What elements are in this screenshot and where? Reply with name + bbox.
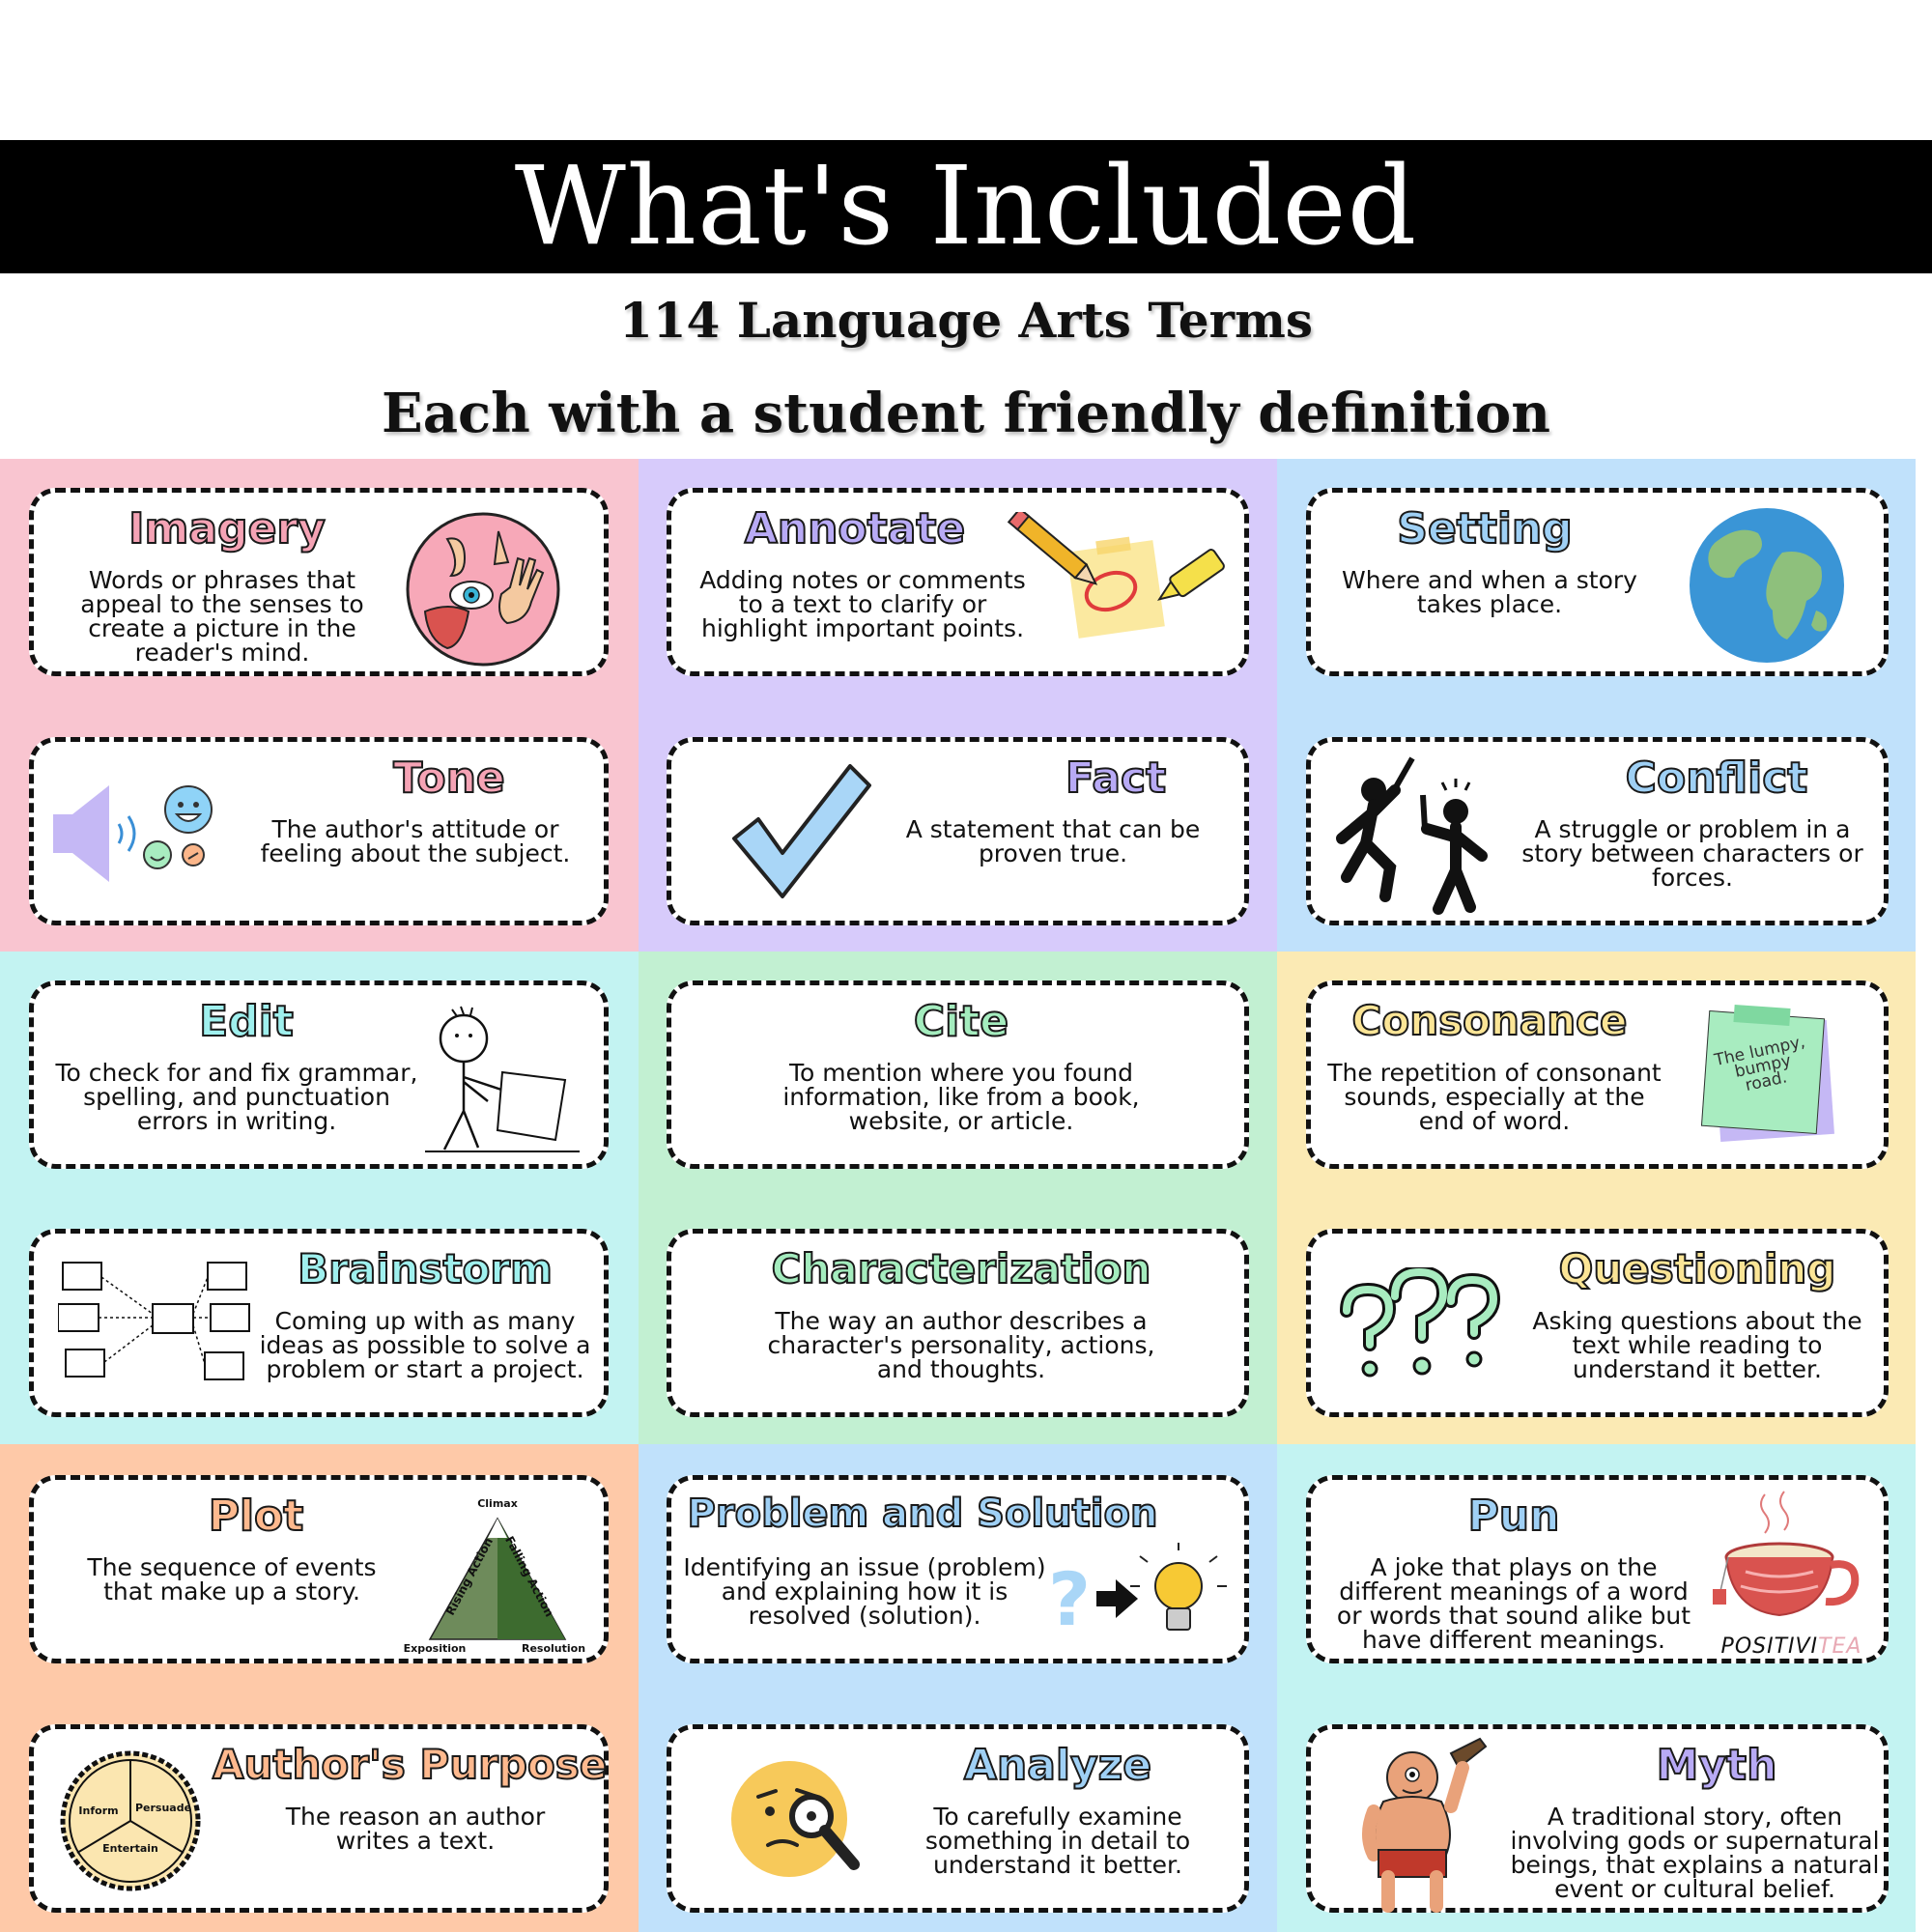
subtitle-note: Each with a student friendly definition bbox=[382, 382, 1550, 445]
term-annotate: Annotate bbox=[744, 504, 966, 554]
card-myth bbox=[1306, 1724, 1889, 1913]
pencil-highlighter-icon bbox=[1005, 512, 1236, 657]
definition-consonance: The repetition of consonant sounds, especially at the end of word. bbox=[1327, 1059, 1662, 1135]
definition-brainstorm: Coming up with as many ideas as possible to solve a problem or start a project. bbox=[259, 1307, 591, 1383]
definition-cite: To mention where you found information, like from a book, website, or article. bbox=[782, 1059, 1140, 1135]
definition-edit: To check for and fix grammar, spelling, and punctuation errors in writing. bbox=[55, 1059, 418, 1135]
card-analyze bbox=[667, 1724, 1249, 1913]
plot-label-resolution: Resolution bbox=[521, 1642, 586, 1655]
term-myth: Myth bbox=[1656, 1741, 1777, 1790]
brand-label bbox=[1712, 1634, 1871, 1659]
definition-imagery: Words or phrases that appeal to the senses to create a picture in the reader's mind. bbox=[80, 566, 364, 667]
plot-label-falling: Falling Action bbox=[502, 1533, 556, 1620]
term-authors-purpose: Author's Purpose bbox=[213, 1741, 608, 1788]
card-plot bbox=[29, 1475, 609, 1663]
card-setting bbox=[1306, 488, 1889, 676]
fighting-figures-icon bbox=[1330, 752, 1504, 921]
plot-label-rising: Rising Action bbox=[442, 1535, 497, 1618]
definition-problem-solution: Identifying an issue (problem) and explaining how it is resolved (solution). bbox=[683, 1553, 1046, 1630]
plot-label-climax: Climax bbox=[477, 1497, 518, 1510]
subtitle-count: 114 Language Arts Terms bbox=[618, 292, 1314, 349]
title-banner bbox=[0, 140, 1932, 273]
globe-icon bbox=[1686, 504, 1848, 667]
term-questioning: Questioning bbox=[1558, 1245, 1836, 1293]
question-marks-icon bbox=[1335, 1267, 1509, 1383]
card-conflict bbox=[1306, 737, 1889, 925]
card-authors-purpose bbox=[29, 1724, 609, 1913]
definition-conflict: A struggle or problem in a story between characters or forces. bbox=[1521, 815, 1863, 892]
speaker-emoji-icon bbox=[43, 776, 237, 892]
pie-wheel-icon bbox=[58, 1748, 203, 1893]
cyclops-icon bbox=[1359, 1734, 1494, 1913]
definition-setting: Where and when a story takes place. bbox=[1342, 566, 1637, 618]
term-plot: Plot bbox=[208, 1492, 304, 1541]
definition-myth: A traditional story, often involving gods or supernatural beings, that explains a natural event or cultural belief. bbox=[1510, 1803, 1880, 1903]
plot-mountain-icon bbox=[401, 1494, 594, 1659]
card-brainstorm bbox=[29, 1229, 609, 1417]
card-problem-solution bbox=[667, 1475, 1249, 1663]
card-edit bbox=[29, 980, 609, 1169]
term-conflict: Conflict bbox=[1625, 753, 1808, 803]
thinking-magnifier-icon bbox=[729, 1753, 874, 1898]
page-title: What's Included bbox=[514, 144, 1418, 270]
card-questioning bbox=[1306, 1229, 1889, 1417]
terms-grid bbox=[0, 459, 1916, 1932]
svg-text:?: ? bbox=[1048, 1556, 1092, 1642]
pie-label-entertain: Entertain bbox=[102, 1842, 158, 1855]
pie-label-persuade: Persuade bbox=[134, 1802, 192, 1814]
pie-label-inform: Inform bbox=[78, 1804, 119, 1817]
definition-pun: A joke that plays on the different meanings of a word or words that sound alike but have different meanings. bbox=[1336, 1553, 1691, 1654]
question-arrow-bulb-icon bbox=[1043, 1543, 1236, 1654]
definition-analyze: To carefully examine something in detail to understand it better. bbox=[924, 1803, 1191, 1879]
term-analyze: Analyze bbox=[963, 1741, 1152, 1790]
term-setting: Setting bbox=[1397, 504, 1573, 554]
brand-label-a: POSITIVI bbox=[1720, 1634, 1819, 1659]
checkmark-icon bbox=[729, 761, 874, 906]
card-imagery bbox=[29, 488, 609, 676]
card-consonance bbox=[1306, 980, 1889, 1169]
card-fact bbox=[667, 737, 1249, 925]
definition-fact: A statement that can be proven true. bbox=[905, 815, 1201, 867]
term-tone: Tone bbox=[393, 753, 505, 803]
card-annotate bbox=[667, 488, 1249, 676]
term-pun: Pun bbox=[1467, 1492, 1560, 1541]
teacup-icon bbox=[1707, 1490, 1871, 1663]
definition-characterization: The way an author describes a character's personality, actions, and thoughts. bbox=[767, 1307, 1155, 1383]
mind-map-icon bbox=[58, 1258, 251, 1383]
definition-authors-purpose: The reason an author writes a text. bbox=[285, 1803, 546, 1855]
term-fact: Fact bbox=[1065, 753, 1167, 803]
plot-label-exposition: Exposition bbox=[403, 1642, 467, 1655]
definition-questioning: Asking questions about the text while reading to understand it better. bbox=[1532, 1307, 1862, 1383]
term-characterization: Characterization bbox=[771, 1245, 1151, 1293]
card-pun bbox=[1306, 1475, 1889, 1663]
brand-label-b: TEA bbox=[1818, 1634, 1862, 1659]
term-brainstorm: Brainstorm bbox=[298, 1245, 553, 1293]
sticky-note-text: The lumpy, bumpy road. bbox=[1712, 1032, 1807, 1095]
term-edit: Edit bbox=[199, 997, 294, 1046]
term-imagery: Imagery bbox=[128, 504, 326, 554]
stick-figure-writing-icon bbox=[420, 1005, 594, 1159]
sticky-note-icon bbox=[1697, 1005, 1852, 1150]
definition-tone: The author's attitude or feeling about the subject. bbox=[260, 815, 571, 867]
definition-plot: The sequence of events that make up a story. bbox=[87, 1553, 377, 1605]
term-cite: Cite bbox=[913, 997, 1009, 1046]
term-problem-solution: Problem and Solution bbox=[687, 1492, 1158, 1536]
term-consonance: Consonance bbox=[1351, 997, 1628, 1044]
senses-icon bbox=[404, 510, 563, 669]
card-tone bbox=[29, 737, 609, 925]
card-characterization bbox=[667, 1229, 1249, 1417]
definition-annotate: Adding notes or comments to a text to clarify or highlight important points. bbox=[699, 566, 1026, 642]
card-cite bbox=[667, 980, 1249, 1169]
